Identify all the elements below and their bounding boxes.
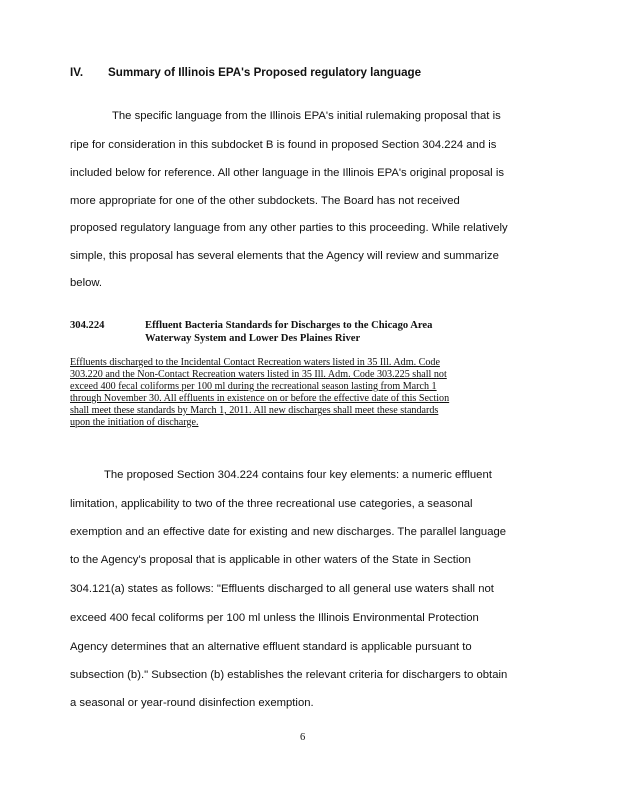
body-line: Agency determines that an alternative effluent standard is applicable pursuant to [70, 641, 472, 653]
intro-line: The specific language from the Illinois EPA's initial rulemaking proposal that is [112, 110, 501, 122]
body-line: limitation, applicability to two of the three recreational use categories, a seasonal [70, 498, 473, 510]
body-line: a seasonal or year-round disinfection exemption. [70, 697, 314, 709]
page-number: 6 [300, 732, 306, 743]
regulation-line: through November 30. All effluents in existence on or before the effective date of this Section [70, 393, 450, 404]
regulation-line: upon the initiation of discharge. [70, 417, 199, 428]
regulation-title-line: Waterway System and Lower Des Plaines River [145, 333, 361, 344]
intro-line: included below for reference. All other language in the Illinois EPA's original proposal is [70, 167, 504, 179]
intro-line: ripe for consideration in this subdocket B is found in proposed Section 304.224 and is [70, 139, 497, 151]
regulation-line: shall meet these standards by March 1, 2011. All new discharges shall meet these standards [70, 405, 439, 416]
intro-line: more appropriate for one of the other subdockets. The Board has not received [70, 195, 460, 207]
body-line: The proposed Section 304.224 contains four key elements: a numeric effluent [104, 469, 492, 481]
section-number: IV. [70, 66, 84, 79]
section-heading [70, 66, 421, 79]
intro-line: proposed regulatory language from any other parties to this proceeding. While relatively [70, 222, 508, 234]
body-line: to the Agency's proposal that is applicable in other waters of the State in Section [70, 554, 471, 566]
body-line: exceed 400 fecal coliforms per 100 ml unless the Illinois Environmental Protection [70, 612, 479, 624]
intro-line: simple, this proposal has several elements that the Agency will review and summarize [70, 250, 499, 262]
regulation-line: 303.220 and the Non-Contact Recreation waters listed in 35 Ill. Adm. Code 303.225 shall not [70, 369, 447, 380]
body-line: exemption and an effective date for existing and new discharges. The parallel language [70, 526, 507, 538]
regulation-line: exceed 400 fecal coliforms per 100 ml during the recreational season lasting from March 1 [70, 381, 437, 392]
regulation-line: Effluents discharged to the Incidental Contact Recreation waters listed in 35 Ill. Adm. Code [70, 357, 440, 368]
regulation-title-line: Effluent Bacteria Standards for Discharges to the Chicago Area [145, 320, 433, 331]
body-line: 304.121(a) states as follows: "Effluents discharged to all general use waters shall not [70, 583, 494, 595]
regulation-number: 304.224 [70, 320, 105, 331]
section-title: Summary of Illinois EPA's Proposed regulatory language [108, 66, 422, 79]
intro-line: below. [70, 277, 103, 289]
body-line: subsection (b)." Subsection (b) establishes the relevant criteria for dischargers to obtain [70, 669, 508, 681]
